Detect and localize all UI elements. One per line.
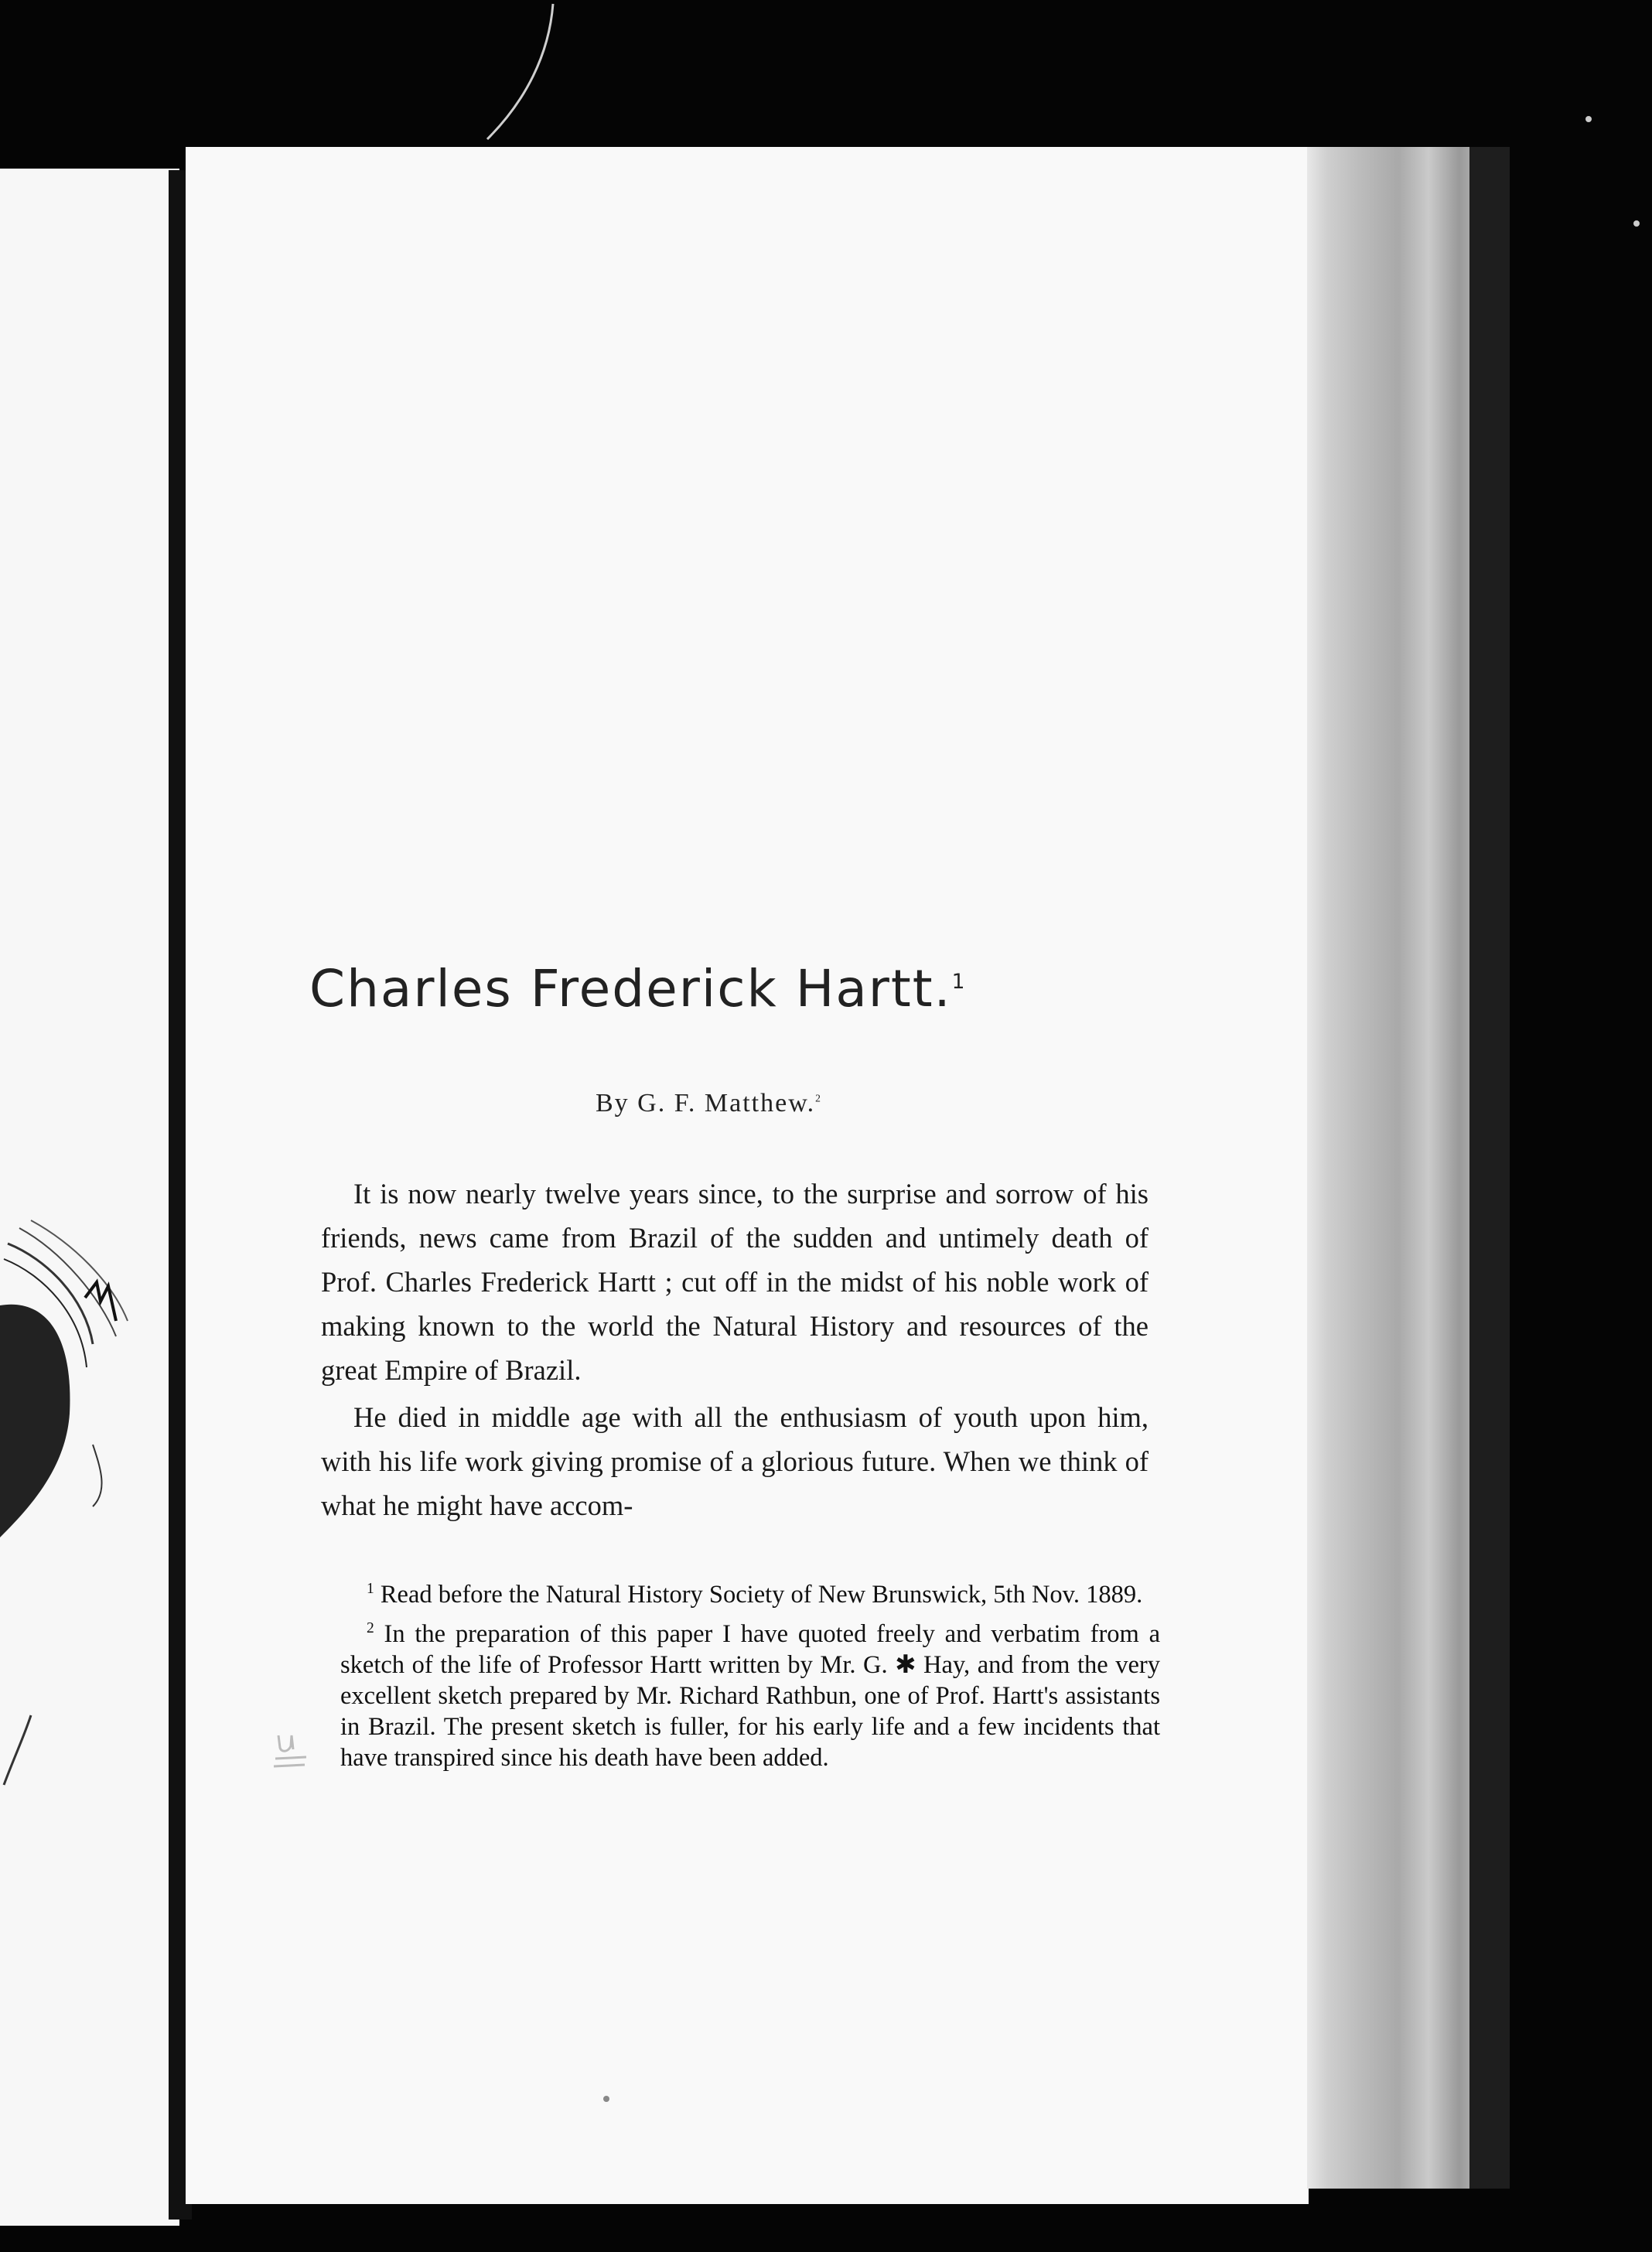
scratch-mark [480, 0, 572, 151]
dust-speck [1585, 116, 1592, 122]
footnote-text: In the preparation of this paper I have quoted freely and verbatim from a sketch of the life of Professor Hartt written by Mr. G. ✱ Hay, and from the very excellent sketch prepared by Mr. Richard Rathbun, one of Prof. Hartt's assistants in Brazil. The present sketch is fuller, for his early life and a few incidents that have transpired since his death have been added. [340, 1619, 1160, 1772]
byline-footnote-ref: 2 [815, 1092, 822, 1104]
facing-page [0, 169, 179, 2226]
byline-text: By G. F. Matthew. [596, 1089, 816, 1117]
paragraph: He died in middle age with all the enthusiasm of youth upon him, with his life work giving promise of a glorious future. When we think of what he might have accom- [321, 1401, 1149, 1521]
footnotes [340, 1574, 1160, 1776]
book-cover-edge [1469, 147, 1510, 2189]
footnote [340, 1574, 1160, 1610]
paragraph: It is now nearly twelve years since, to the surprise and sorrow of his friends, news came from Brazil of the sudden and untimely death of Prof. Charles Frederick Hartt ; cut off in the midst of his noble work of making known to the world the Natural History and resources of the great Empire of Brazil. [321, 1178, 1149, 1386]
title-footnote-ref: 1 [951, 970, 967, 994]
article-title [309, 959, 1160, 1019]
footnote-text: Read before the Natural History Society of New Brunswick, 5th Nov. 1889. [380, 1580, 1143, 1609]
footnote-marker: 1 [367, 1581, 374, 1597]
title-text: Charles Frederick Hartt. [309, 959, 952, 1019]
byline [596, 1089, 982, 1118]
footnote-marker: 2 [367, 1619, 374, 1636]
engraving-illustration [0, 1213, 179, 1835]
body-text [321, 1172, 1149, 1527]
dust-speck [1633, 220, 1640, 227]
pencil-margin-mark [272, 1726, 319, 1776]
dust-speck [603, 2096, 609, 2102]
footnote [340, 1613, 1160, 1773]
